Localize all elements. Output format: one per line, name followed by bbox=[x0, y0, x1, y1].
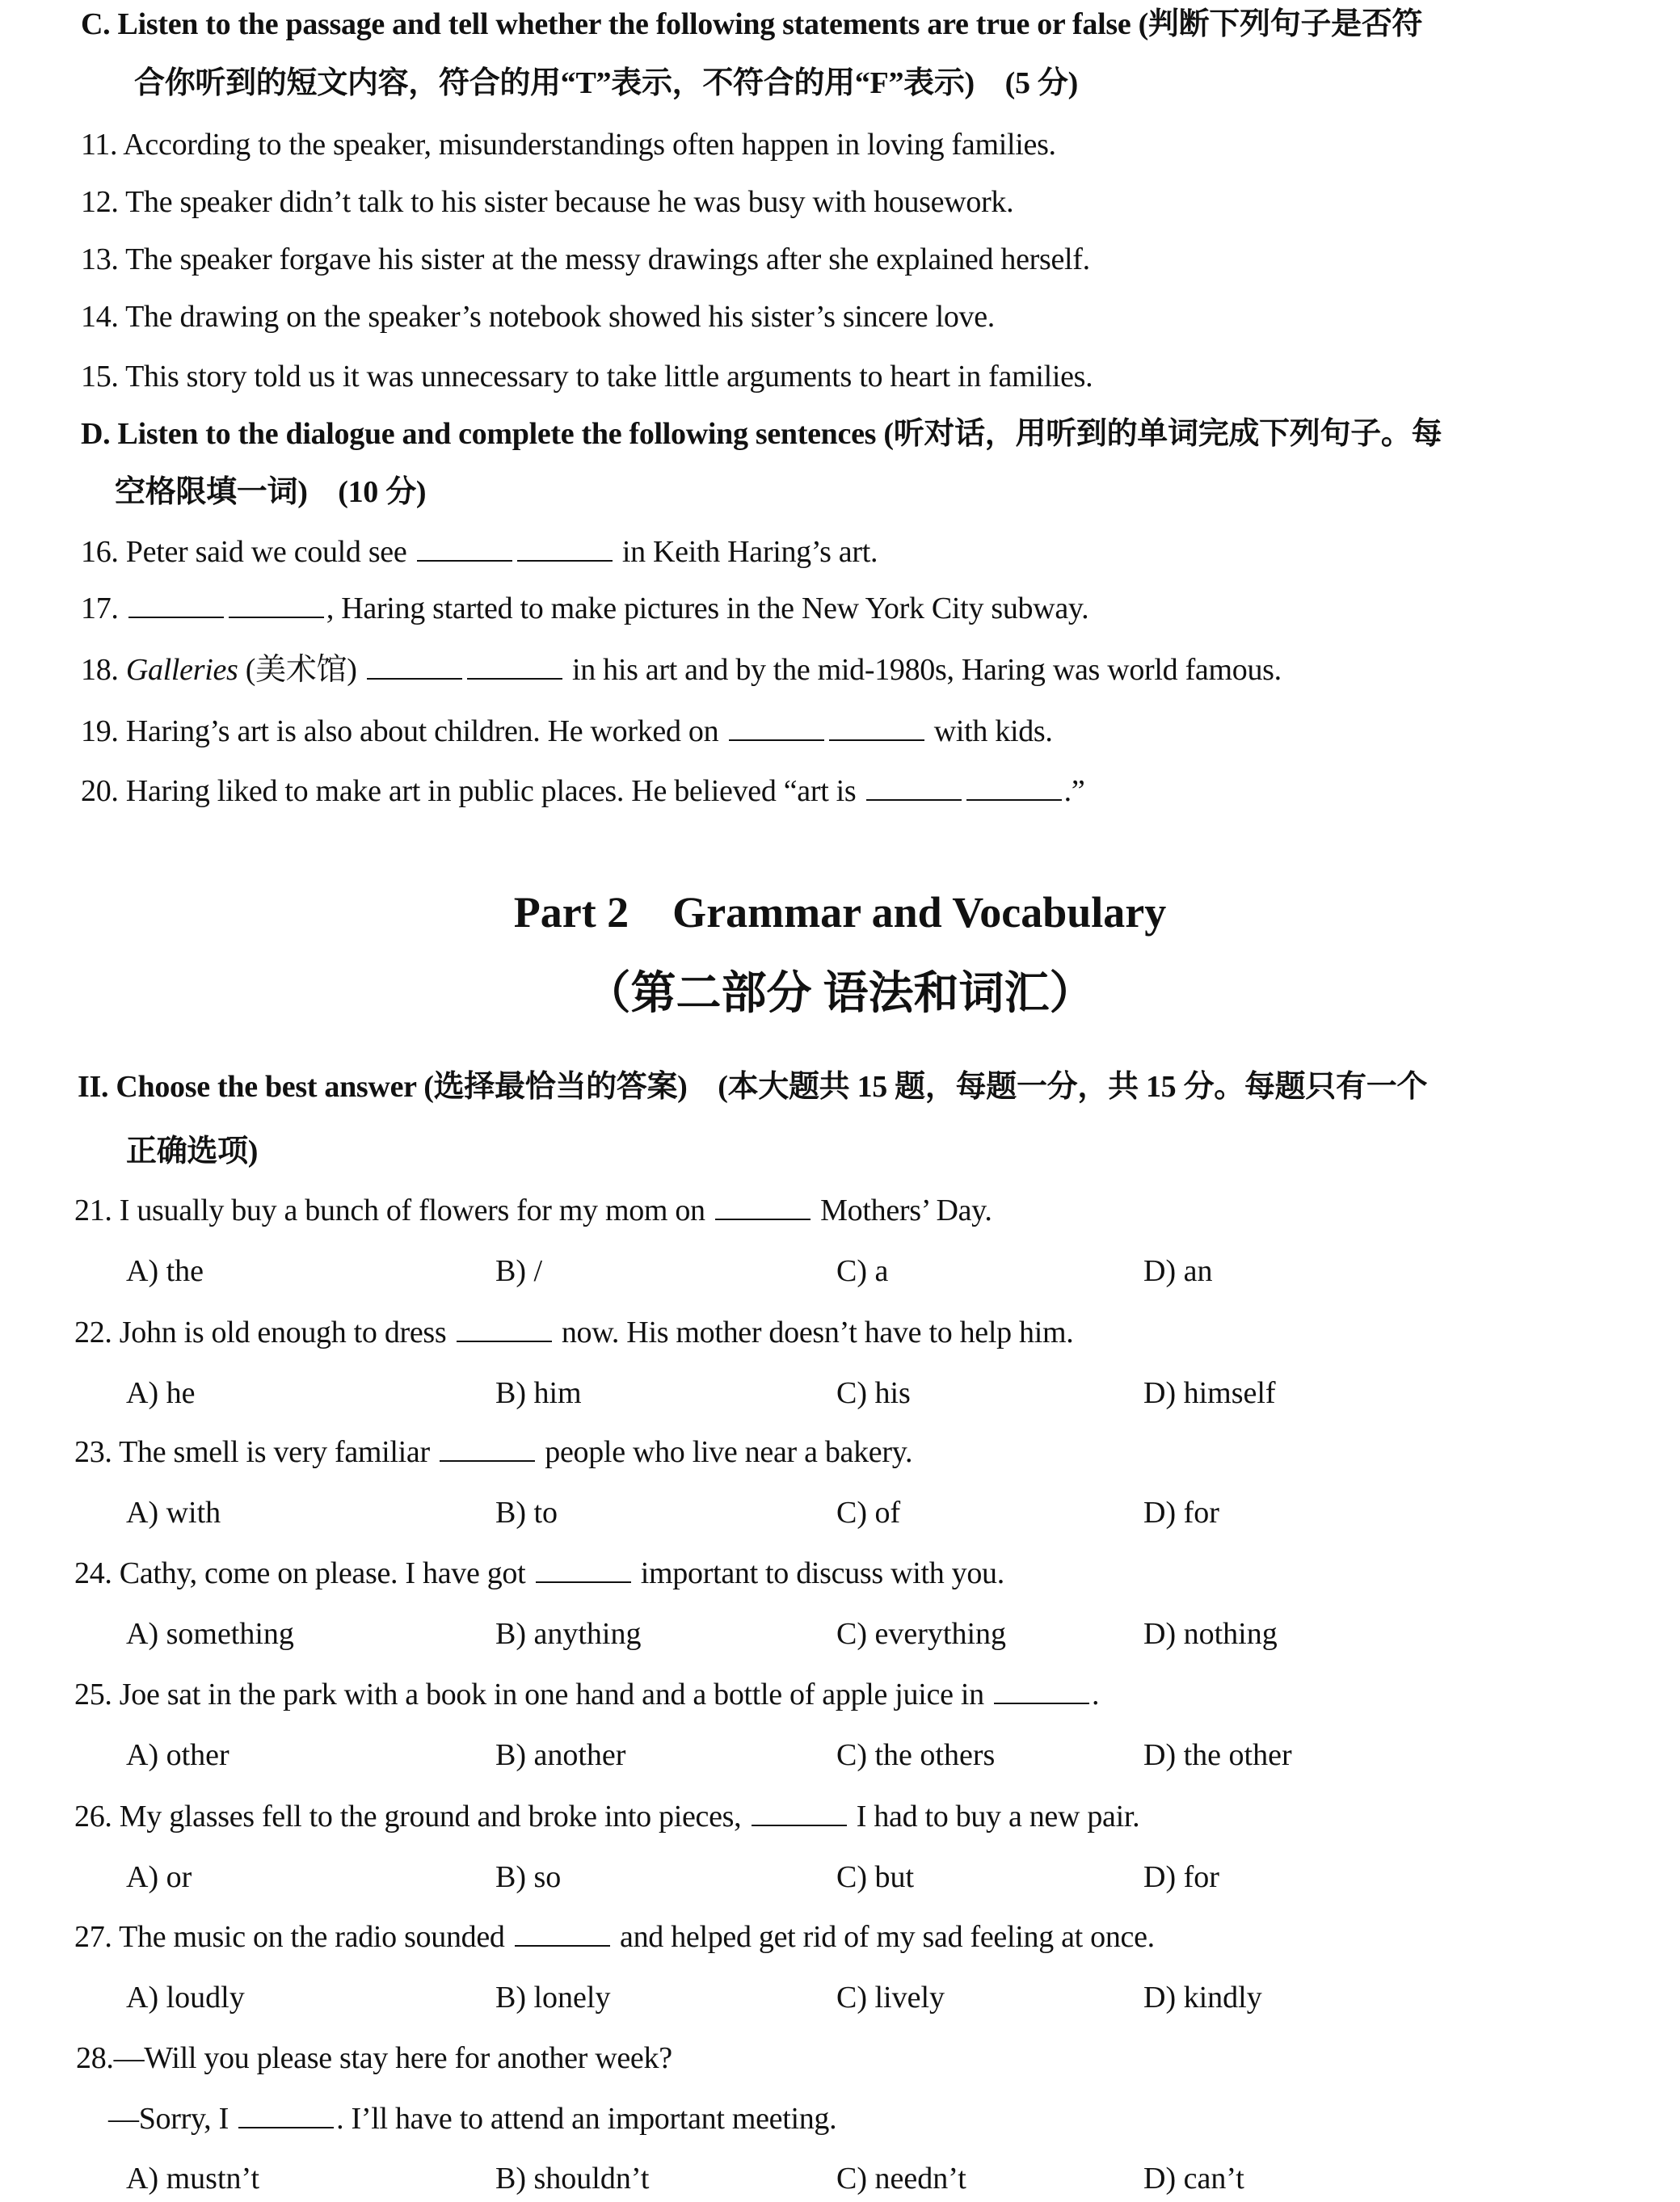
q17-text-after: , Haring started to make pictures in the New York City subway. bbox=[326, 592, 1089, 625]
q25-option-a[interactable]: A) other bbox=[126, 1738, 229, 1772]
q18-blank-2[interactable] bbox=[467, 650, 562, 680]
q22-text-before: 22. John is old enough to dress bbox=[74, 1316, 447, 1349]
question-16 bbox=[81, 532, 878, 572]
q23-text-after: people who live near a bakery. bbox=[545, 1435, 913, 1469]
q19-blank-1[interactable] bbox=[729, 712, 824, 741]
question-26 bbox=[74, 1796, 1139, 1837]
section-c-header-line2: 合你听到的短文内容，符合的用“T”表示，不符合的用“F”表示) (5 分) bbox=[134, 66, 1078, 100]
q17-blank-2[interactable] bbox=[229, 589, 324, 618]
q28-option-c[interactable]: C) needn’t bbox=[836, 2162, 966, 2196]
question-27 bbox=[74, 1917, 1155, 1957]
q24-text-before: 24. Cathy, come on please. I have got bbox=[74, 1556, 526, 1590]
q27-option-c[interactable]: C) lively bbox=[836, 1981, 945, 2015]
q26-option-a[interactable]: A) or bbox=[126, 1860, 192, 1894]
q27-blank[interactable] bbox=[515, 1918, 610, 1947]
q26-blank[interactable] bbox=[752, 1797, 847, 1826]
q18-number: 18. bbox=[81, 653, 119, 687]
q24-blank[interactable] bbox=[536, 1554, 631, 1583]
section-d-header-line1: D. Listen to the dialogue and complete the following sentences (听对话，用听到的单词完成下列句子。每 bbox=[81, 417, 1442, 451]
q26-option-d[interactable]: D) for bbox=[1143, 1860, 1219, 1894]
q22-option-c[interactable]: C) his bbox=[836, 1376, 911, 1410]
q21-option-b[interactable]: B) / bbox=[495, 1254, 543, 1288]
q21-option-d[interactable]: D) an bbox=[1143, 1254, 1213, 1288]
question-24 bbox=[74, 1553, 1004, 1594]
q23-option-a[interactable]: A) with bbox=[126, 1496, 221, 1530]
q20-text-before: 20. Haring liked to make art in public places. He believed “art is bbox=[81, 774, 857, 808]
statement-13: 13. The speaker forgave his sister at the messy drawings after she explained herself. bbox=[81, 242, 1090, 276]
q25-blank[interactable] bbox=[994, 1675, 1089, 1704]
q25-text-before: 25. Joe sat in the park with a book in one hand and a bottle of apple juice in bbox=[74, 1678, 984, 1711]
question-28-line1: 28.—Will you please stay here for another week? bbox=[76, 2041, 672, 2075]
q18-blank-1[interactable] bbox=[367, 650, 462, 680]
q27-text-after: and helped get rid of my sad feeling at once. bbox=[620, 1920, 1155, 1954]
q22-option-d[interactable]: D) himself bbox=[1143, 1376, 1276, 1410]
q21-option-c[interactable]: C) a bbox=[836, 1254, 889, 1288]
q22-blank[interactable] bbox=[457, 1313, 552, 1342]
q23-option-d[interactable]: D) for bbox=[1143, 1496, 1219, 1530]
q22-option-b[interactable]: B) him bbox=[495, 1376, 582, 1410]
statement-11: 11. According to the speaker, misunderstandings often happen in loving families. bbox=[81, 128, 1056, 162]
q20-blank-1[interactable] bbox=[866, 772, 962, 801]
q28-option-b[interactable]: B) shouldn’t bbox=[495, 2162, 650, 2196]
q28-text-after: . I’ll have to attend an important meeting. bbox=[336, 2102, 837, 2136]
part-subtitle: （第二部分 语法和词汇） bbox=[585, 969, 1095, 1019]
q28-option-a[interactable]: A) mustn’t bbox=[126, 2162, 260, 2196]
q26-text-after: I had to buy a new pair. bbox=[856, 1800, 1140, 1834]
q19-text-after: with kids. bbox=[933, 714, 1053, 748]
q25-option-d[interactable]: D) the other bbox=[1143, 1738, 1292, 1772]
q16-blank-1[interactable] bbox=[417, 533, 512, 562]
q21-option-a[interactable]: A) the bbox=[126, 1254, 204, 1288]
q25-option-c[interactable]: C) the others bbox=[836, 1738, 996, 1772]
q24-option-c[interactable]: C) everything bbox=[836, 1617, 1007, 1651]
q18-text-after: in his art and by the mid-1980s, Haring was world famous. bbox=[571, 653, 1282, 687]
question-25 bbox=[74, 1674, 1099, 1715]
q24-option-a[interactable]: A) something bbox=[126, 1617, 294, 1651]
q22-option-a[interactable]: A) he bbox=[126, 1376, 196, 1410]
question-20 bbox=[81, 771, 1084, 811]
q27-option-d[interactable]: D) kindly bbox=[1143, 1981, 1262, 2015]
q18-italic-word: Galleries bbox=[125, 653, 238, 687]
section-d-header-line2: 空格限填一词) (10 分) bbox=[115, 475, 427, 509]
q23-option-c[interactable]: C) of bbox=[836, 1496, 901, 1530]
q16-text-after: in Keith Haring’s art. bbox=[621, 535, 878, 569]
q27-text-before: 27. The music on the radio sounded bbox=[74, 1920, 505, 1954]
part-title: Part 2 Grammar and Vocabulary bbox=[513, 888, 1167, 937]
q21-text-before: 21. I usually buy a bunch of flowers for my mom on bbox=[74, 1194, 705, 1227]
q21-text-after: Mothers’ Day. bbox=[820, 1194, 992, 1227]
question-18 bbox=[81, 650, 1282, 690]
q23-text-before: 23. The smell is very familiar bbox=[74, 1435, 430, 1469]
statement-15: 15. This story told us it was unnecessary to take little arguments to heart in families. bbox=[81, 360, 1093, 394]
section-c-header-line1: C. Listen to the passage and tell whether the following statements are true or false (判断下列句子是否符 bbox=[81, 7, 1423, 41]
q16-blank-2[interactable] bbox=[517, 533, 613, 562]
q19-blank-2[interactable] bbox=[829, 712, 924, 741]
q18-paren: (美术馆) bbox=[245, 653, 357, 687]
section-ii-header-line2: 正确选项) bbox=[126, 1135, 259, 1168]
q26-option-b[interactable]: B) so bbox=[495, 1860, 562, 1894]
q24-option-d[interactable]: D) nothing bbox=[1143, 1617, 1278, 1651]
q17-number: 17. bbox=[81, 592, 119, 625]
q21-blank[interactable] bbox=[715, 1191, 811, 1220]
q27-option-b[interactable]: B) lonely bbox=[495, 1981, 611, 2015]
q28-text-before: —Sorry, I bbox=[108, 2102, 229, 2136]
q23-option-b[interactable]: B) to bbox=[495, 1496, 558, 1530]
q20-text-after: .” bbox=[1063, 774, 1085, 808]
q26-option-c[interactable]: C) but bbox=[836, 1860, 915, 1894]
q17-blank-1[interactable] bbox=[128, 589, 224, 618]
q28-blank[interactable] bbox=[238, 2099, 334, 2128]
q26-text-before: 26. My glasses fell to the ground and broke into pieces, bbox=[74, 1800, 742, 1834]
q19-text-before: 19. Haring’s art is also about children. He worked on bbox=[81, 714, 719, 748]
q24-text-after: important to discuss with you. bbox=[640, 1556, 1004, 1590]
statement-12: 12. The speaker didn’t talk to his sister because he was busy with housework. bbox=[81, 185, 1014, 219]
q25-text-after: . bbox=[1092, 1678, 1100, 1711]
q22-text-after: now. His mother doesn’t have to help him. bbox=[561, 1316, 1074, 1349]
q24-option-b[interactable]: B) anything bbox=[495, 1617, 642, 1651]
question-17 bbox=[81, 588, 1088, 629]
question-19 bbox=[81, 711, 1053, 752]
question-22 bbox=[74, 1312, 1073, 1353]
question-23 bbox=[74, 1432, 912, 1472]
statement-14: 14. The drawing on the speaker’s notebook showed his sister’s sincere love. bbox=[81, 300, 995, 334]
question-28-line2 bbox=[108, 2099, 836, 2139]
q23-blank[interactable] bbox=[440, 1433, 535, 1462]
q25-option-b[interactable]: B) another bbox=[495, 1738, 626, 1772]
section-ii-header-line1: II. Choose the best answer (选择最恰当的答案) (本大题共 15 题，每题一分，共 15 分。每题只有一个 bbox=[78, 1070, 1428, 1104]
q27-option-a[interactable]: A) loudly bbox=[126, 1981, 245, 2015]
q16-text-before: 16. Peter said we could see bbox=[81, 535, 407, 569]
q20-blank-2[interactable] bbox=[966, 772, 1062, 801]
q28-option-d[interactable]: D) can’t bbox=[1143, 2162, 1244, 2196]
question-21 bbox=[74, 1190, 992, 1231]
